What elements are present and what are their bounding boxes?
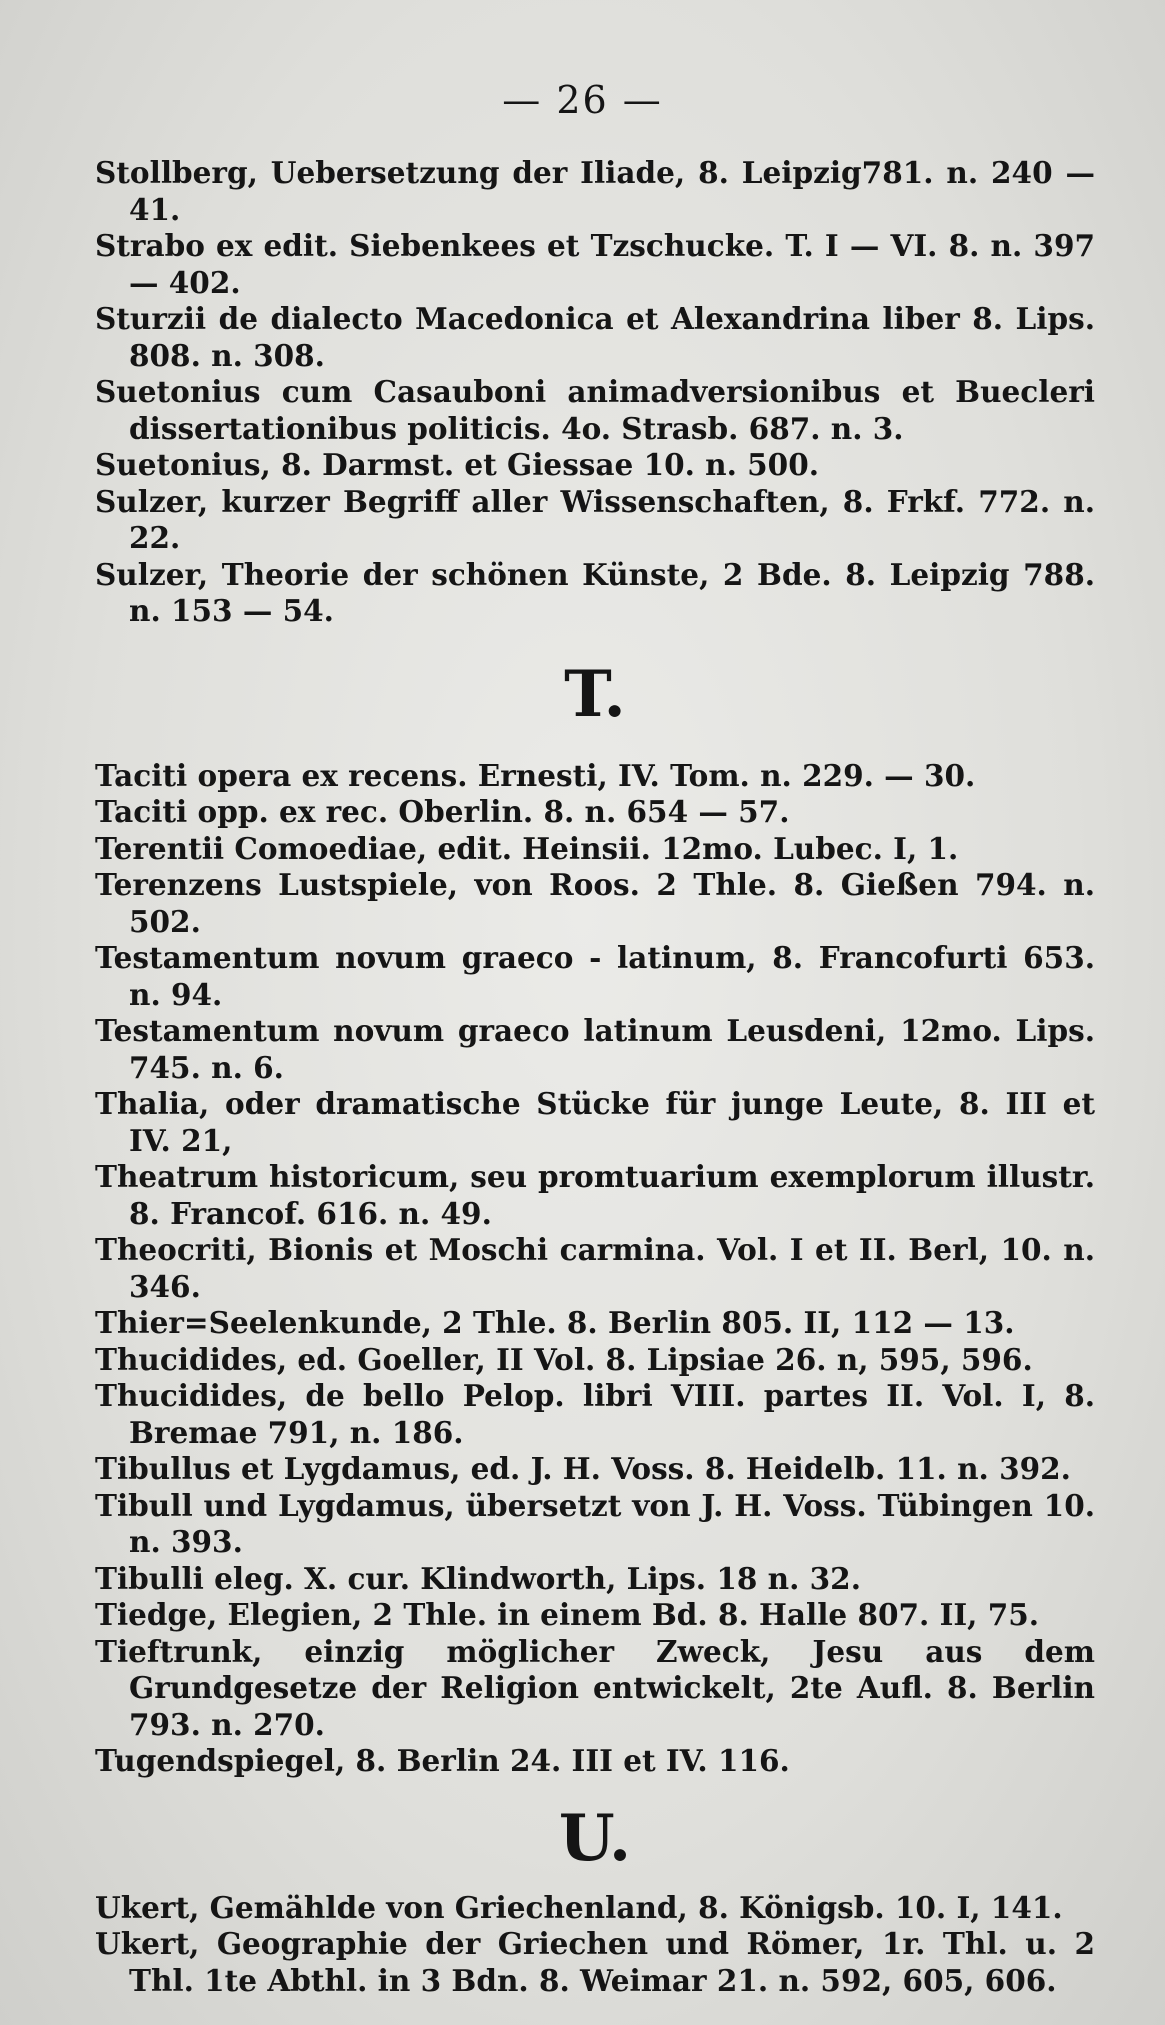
section-heading-u: U. xyxy=(558,1800,632,1876)
catalog-entry: Sulzer, Theorie der schönen Künste, 2 Bde. 8. Leipzig 788. n. 153 — 54. xyxy=(95,556,1095,628)
catalog-entry: Suetonius cum Casauboni animadversionibus et Buecleri dissertationibus politicis. 4o. Strasb. 687. n. 3. xyxy=(95,374,1095,446)
catalog-entry: Tieftrunk, einzig möglicher Zweck, Jesu aus dem Grundgesetze der Religion entwickelt, 2te Aufl. 8. Berlin 793. n. 270. xyxy=(95,1633,1095,1742)
page-number: — 26 — xyxy=(502,78,663,122)
catalog-entry: Ukert, Geographie der Griechen und Römer, 1r. Thl. u. 2 Thl. 1te Abthl. in 3 Bdn. 8. Weimar 21. n. 592, 605, 606. xyxy=(95,1926,1095,1998)
section-t xyxy=(95,758,1095,1780)
catalog-content xyxy=(95,155,1095,1999)
catalog-entry: Testamentum novum graeco latinum Leusdeni, 12mo. Lips. 745. n. 6. xyxy=(95,1013,1095,1085)
catalog-entry: Testamentum novum graeco - latinum, 8. Francofurti 653. n. 94. xyxy=(95,940,1095,1012)
section-s xyxy=(95,155,1095,630)
catalog-entry: Tibulli eleg. X. cur. Klindworth, Lips. 18 n. 32. xyxy=(95,1560,861,1596)
section-heading-t: T. xyxy=(564,656,626,732)
catalog-entry: Tiedge, Elegien, 2 Thle. in einem Bd. 8. Halle 807. II, 75. xyxy=(95,1597,1040,1632)
catalog-entry: Tibull und Lygdamus, übersetzt von J. H. Voss. Tübingen 10. n. 393. xyxy=(95,1487,1095,1559)
catalog-entry: Suetonius, 8. Darmst. et Giessae 10. n. 500. xyxy=(95,447,820,482)
catalog-entry: Terenzens Lustspiele, von Roos. 2 Thle. 8. Gießen 794. n. 502. xyxy=(95,867,1095,939)
catalog-entry: Sulzer, kurzer Begriff aller Wissenschaften, 8. Frkf. 772. n. 22. xyxy=(95,483,1095,555)
catalog-entry: Theatrum historicum, seu promtuarium exemplorum illustr. 8. Francof. 616. n. 49. xyxy=(95,1159,1095,1231)
section-u xyxy=(95,1890,1095,2000)
catalog-entry: Sturzii de dialecto Macedonica et Alexandrina liber 8. Lips. 808. n. 308. xyxy=(95,301,1095,373)
catalog-entry: Theocriti, Bionis et Moschi carmina. Vol. I et II. Berl, 10. n. 346. xyxy=(95,1232,1095,1304)
catalog-entry: Stollberg, Uebersetzung der Iliade, 8. Leipzig781. n. 240 — 41. xyxy=(95,155,1095,227)
catalog-entry: Taciti opp. ex rec. Oberlin. 8. n. 654 — 57. xyxy=(95,794,790,829)
catalog-entry: Tugendspiegel, 8. Berlin 24. III et IV. 116. xyxy=(95,1743,790,1778)
catalog-entry: Thier=Seelenkunde, 2 Thle. 8. Berlin 805. II, 112 — 13. xyxy=(95,1305,1015,1340)
catalog-entry: Ukert, Gemählde von Griechenland, 8. Königsb. 10. I, 141. xyxy=(95,1889,1063,1925)
catalog-entry: Terentii Comoediae, edit. Heinsii. 12mo. Lubec. I, 1. xyxy=(95,830,959,866)
catalog-entry: Thalia, oder dramatische Stücke für junge Leute, 8. III et IV. 21, xyxy=(95,1086,1095,1158)
catalog-entry: Strabo ex edit. Siebenkees et Tzschucke. T. I — VI. 8. n. 397 — 402. xyxy=(95,228,1095,300)
catalog-entry: Thucidides, de bello Pelop. libri VIII. partes II. Vol. I, 8. Bremae 791, n. 186. xyxy=(95,1378,1095,1450)
catalog-entry: Tibullus et Lygdamus, ed. J. H. Voss. 8. Heidelb. 11. n. 392. xyxy=(95,1451,1071,1486)
catalog-entry: Thucidides, ed. Goeller, II Vol. 8. Lipsiae 26. n, 595, 596. xyxy=(95,1341,1033,1377)
catalog-entry: Taciti opera ex recens. Ernesti, IV. Tom. n. 229. — 30. xyxy=(95,757,976,793)
